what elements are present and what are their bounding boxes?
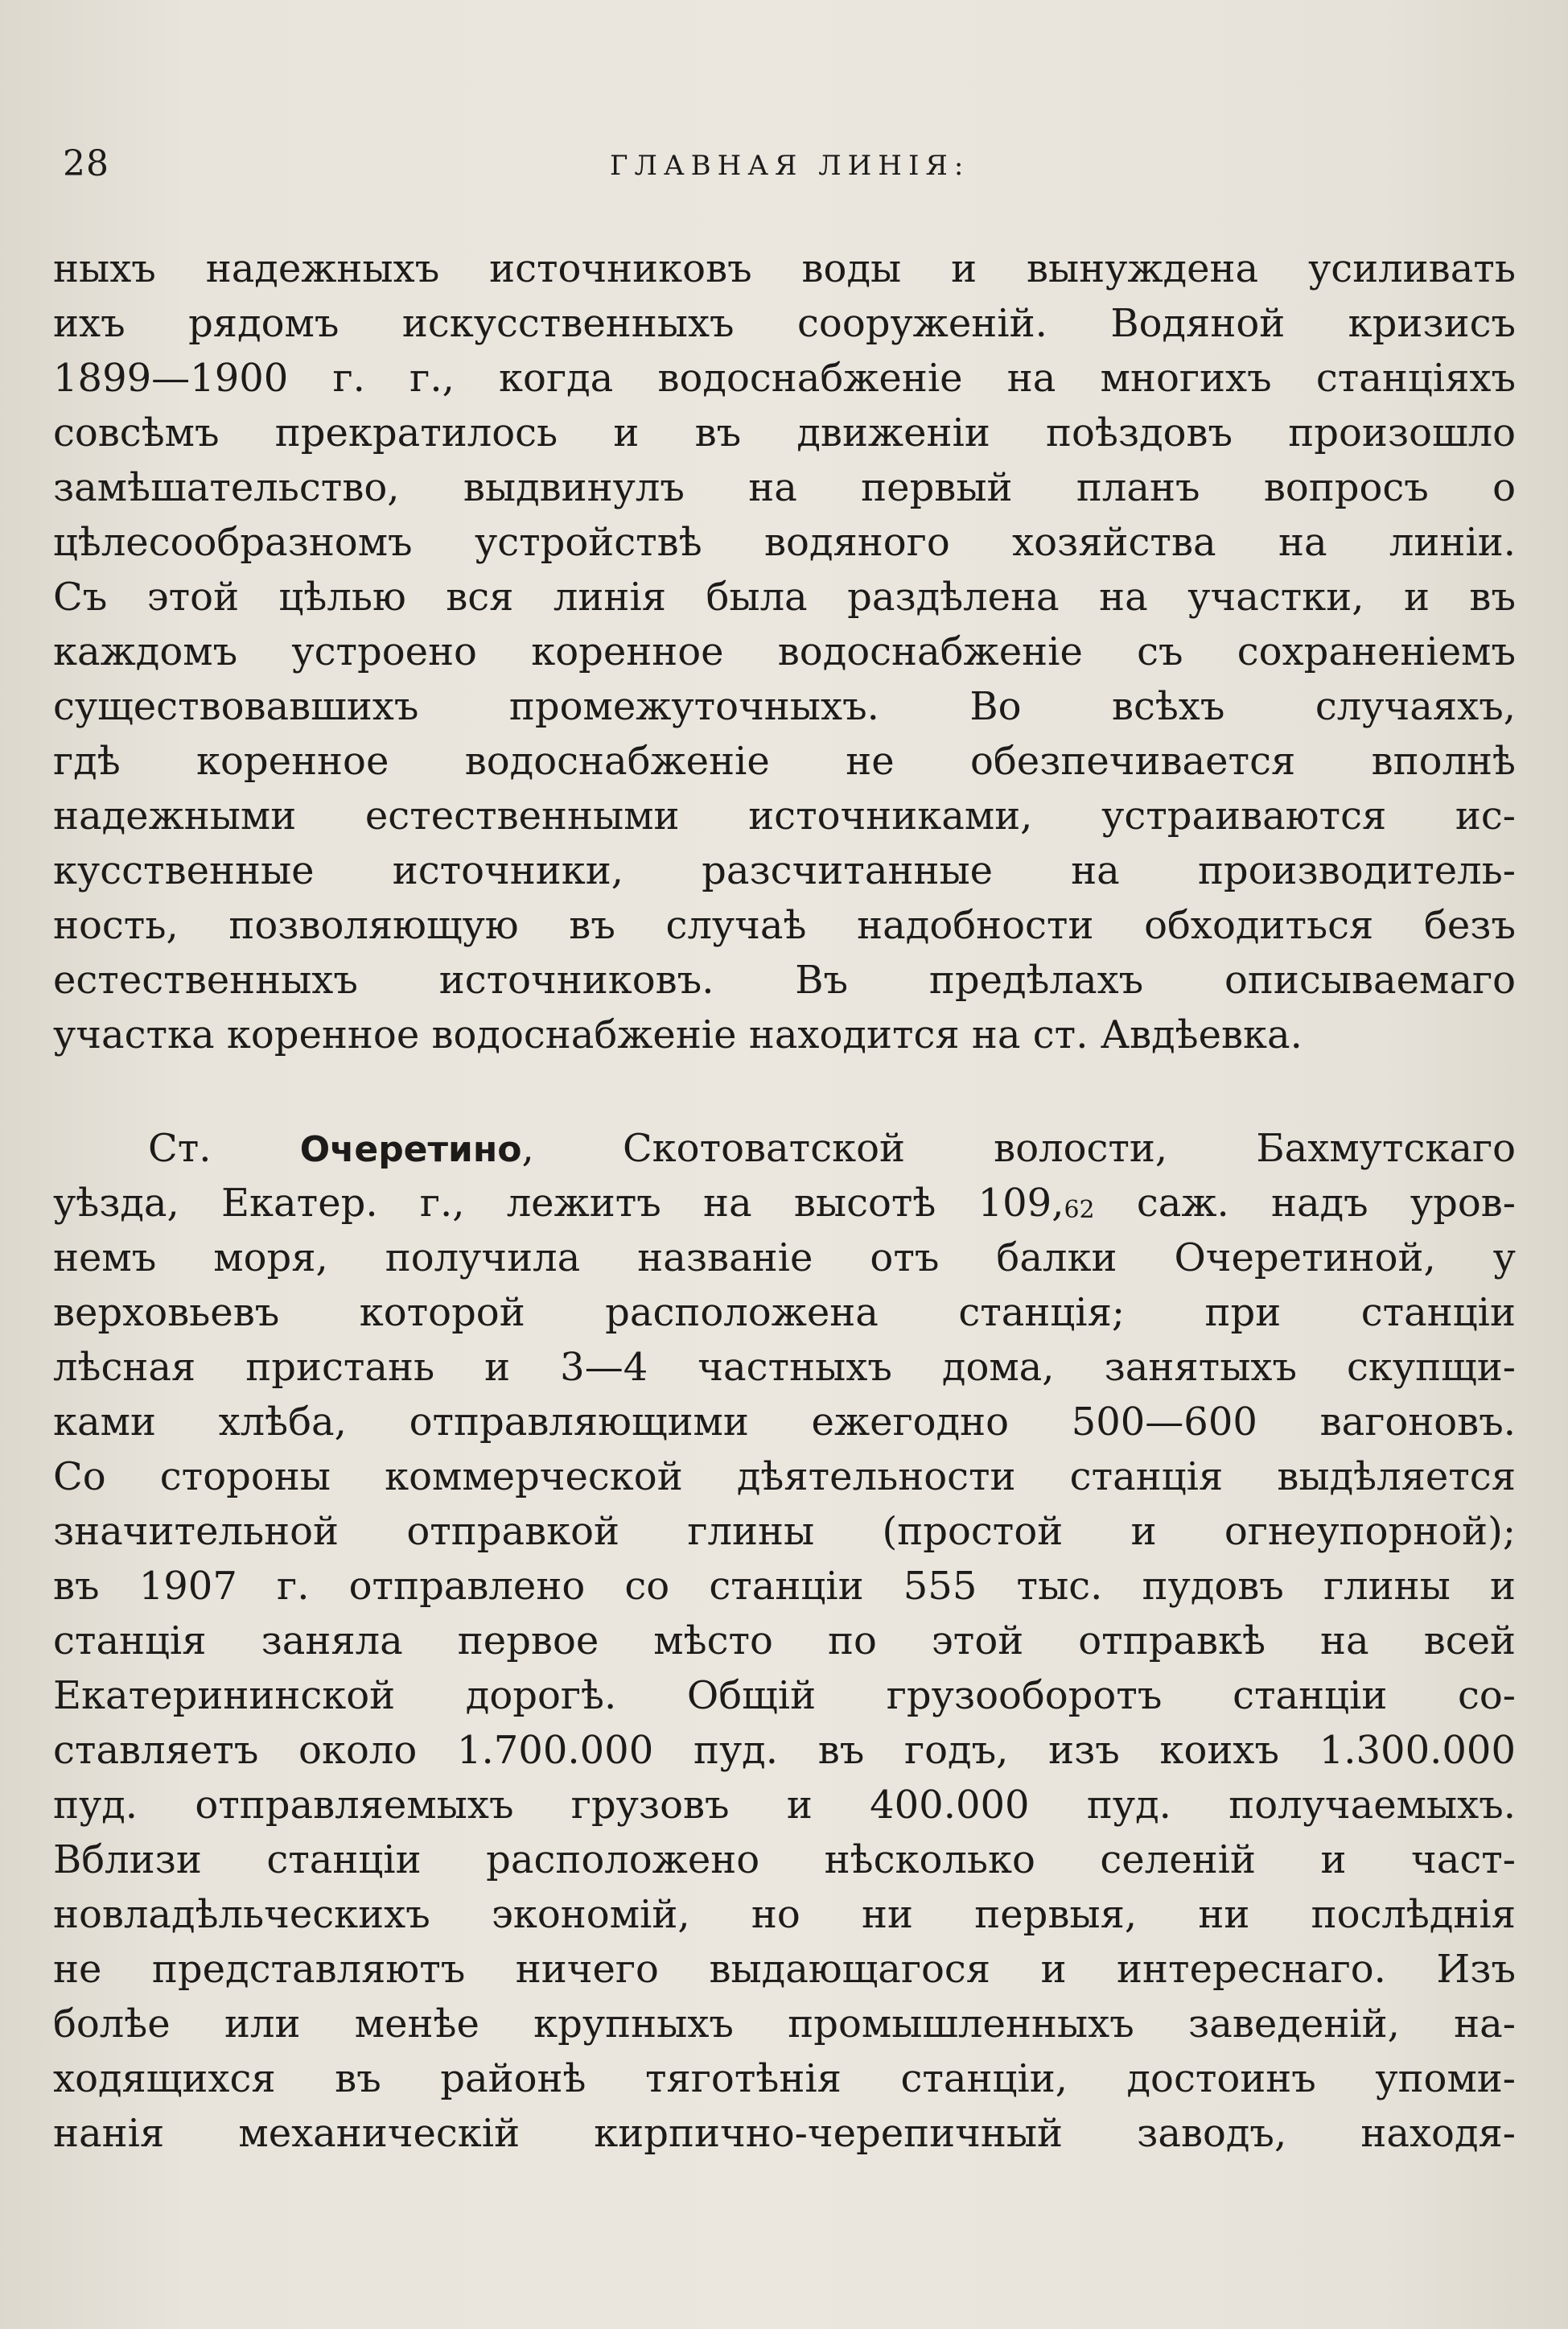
- station-name: Очеретино: [299, 1129, 522, 1170]
- text-line: ставляетъ около 1.700.000 пуд. въ годъ, изъ коихъ 1.300.000: [53, 1728, 1516, 1773]
- altitude-decimal: 62: [1064, 1196, 1095, 1224]
- altitude-text-rest: саж. надъ уров-: [1094, 1181, 1516, 1226]
- text-line: 1899—1900 г. г., когда водоснабженіе на многихъ станціяхъ: [53, 356, 1516, 401]
- page-header: [63, 143, 1504, 192]
- text-line: ныхъ надежныхъ источниковъ воды и вынуждена усиливать: [53, 246, 1516, 291]
- text-line: лѣсная пристань и 3—4 частныхъ дома, занятыхъ скупщи-: [53, 1345, 1516, 1390]
- text-line: [53, 1176, 1516, 1230]
- text-line: нанія механическій кирпично-черепичный заводъ, находя-: [53, 2111, 1516, 2156]
- text-line: Съ этой цѣлью вся линія была раздѣлена на участки, и въ: [53, 575, 1516, 620]
- paragraph-ocheretino-station: [53, 1121, 1516, 2161]
- text-line: существовавшихъ промежуточныхъ. Во всѣхъ случаяхъ,: [53, 684, 1516, 729]
- text-line: гдѣ коренное водоснабженіе не обезпечивается вполнѣ: [53, 739, 1516, 784]
- text-line: пуд. отправляемыхъ грузовъ и 400.000 пуд. получаемыхъ.: [53, 1783, 1516, 1828]
- text-line: значительной отправкой глины (простой и огнеупорной);: [53, 1509, 1516, 1554]
- text-line: ками хлѣба, отправляющими ежегодно 500—600 вагоновъ.: [53, 1399, 1516, 1445]
- text-line: Екатерининской дорогѣ. Общій грузооборотъ станціи со-: [53, 1673, 1516, 1718]
- text-line: новладѣльческихъ экономій, но ни первыя, ни послѣднія: [53, 1892, 1516, 1937]
- text-line: [53, 1121, 1516, 1176]
- paragraph-water-supply: [53, 241, 1516, 1062]
- text-line: станція заняла первое мѣсто по этой отправкѣ на всей: [53, 1618, 1516, 1663]
- text-line: цѣлесообразномъ устройствѣ водяного хозяйства на линіи.: [53, 520, 1516, 565]
- text-line: болѣе или менѣе крупныхъ промышленныхъ заведеній, на-: [53, 2001, 1516, 2047]
- text-line: ходящихся въ районѣ тяготѣнія станціи, достоинъ упоми-: [53, 2056, 1516, 2101]
- text-line: не представляютъ ничего выдающагося и интереснаго. Изъ: [53, 1947, 1516, 1992]
- station-prefix: Ст.: [148, 1126, 212, 1171]
- page-number: 28: [63, 143, 109, 184]
- text-line: въ 1907 г. отправлено со станціи 555 тыс. пудовъ глины и: [53, 1564, 1516, 1609]
- text-line: ихъ рядомъ искусственныхъ сооруженій. Водяной кризисъ: [53, 301, 1516, 346]
- text-line: каждомъ устроено коренное водоснабженіе съ сохраненіемъ: [53, 629, 1516, 674]
- text-line: ность, позволяющую въ случаѣ надобности обходиться безъ: [53, 903, 1516, 948]
- text-line: естественныхъ источниковъ. Въ предѣлахъ описываемаго: [53, 958, 1516, 1003]
- text-line: участка коренное водоснабженіе находится на ст. Авдѣевка.: [53, 1012, 1303, 1057]
- text-line: верховьевъ которой расположена станція; при станціи: [53, 1290, 1516, 1335]
- text-line: Со стороны коммерческой дѣятельности станція выдѣляется: [53, 1454, 1516, 1499]
- text-line: Вблизи станціи расположено нѣсколько селеній и част-: [53, 1837, 1516, 1882]
- text-line: совсѣмъ прекратилось и въ движеніи поѣздовъ произошло: [53, 410, 1516, 455]
- text-line: замѣшательство, выдвинулъ на первый планъ вопросъ о: [53, 465, 1516, 510]
- text-line: кусственные источники, разсчитанные на производитель-: [53, 848, 1516, 893]
- station-first-line-rest: , Скотоватской волости, Бахмутскаго: [521, 1126, 1516, 1171]
- altitude-text: уѣзда, Екатер. г., лежитъ на высотѣ 109,: [53, 1181, 1064, 1226]
- text-line: немъ моря, получила названіе отъ балки Очеретиной, у: [53, 1235, 1516, 1280]
- text-line: надежными естественными источниками, устраиваются ис-: [53, 794, 1516, 839]
- running-title: ГЛАВНАЯ ЛИНІЯ:: [610, 150, 970, 182]
